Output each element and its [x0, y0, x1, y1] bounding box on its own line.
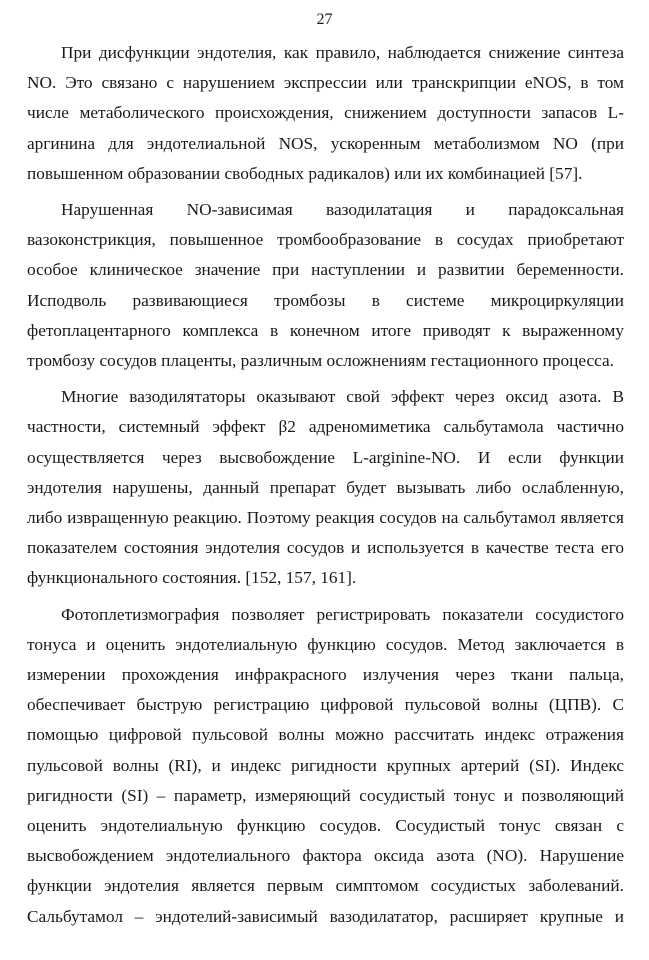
text-line: числе метаболического происхождения, снижением доступности запасов L-	[27, 103, 624, 123]
text-line: Сальбутамол – эндотелий-зависимый вазодилататор, расширяет крупные и	[27, 906, 624, 926]
text-line: эндотелия нарушены, данный препарат будет вызывать либо ослабленную,	[27, 477, 624, 497]
text-line: Исподволь развивающиеся тромбозы в системе микроциркуляции	[27, 290, 624, 310]
text-line: особое клиническое значение при наступлении и развитии беременности.	[27, 260, 624, 280]
text-line: пульсовой волны (RI), и индекс ригидности крупных артерий (SI). Индекс	[27, 755, 624, 775]
text-line: осуществляется через высвобождение L-arginine-NO. И если функции	[27, 447, 624, 467]
text-line: обеспечивает быструю регистрацию цифровой пульсовой волны (ЦПВ). С	[27, 695, 624, 715]
text-line: ригидности (SI) – параметр, измеряющий сосудистый тонус и позволяющий	[27, 785, 624, 805]
text-line: вазоконстрикция, повышенное тромбообразование в сосудах приобретают	[27, 230, 624, 250]
body-text	[27, 38, 624, 938]
text-line: тромбозу сосудов плаценты, различным осложнениям гестационного процесса.	[27, 351, 614, 371]
text-line: фетоплацентарного комплекса в конечном итоге приводят к выраженному	[27, 320, 624, 340]
text-line: оценить эндотелиальную функцию сосудов. Сосудистый тонус связан с	[27, 816, 624, 836]
text-line: либо извращенную реакцию. Поэтому реакция сосудов на сальбутамол является	[27, 508, 624, 528]
text-line: помощью цифровой пульсовой волны можно рассчитать индекс отражения	[27, 725, 624, 745]
text-line: повышенном образовании свободных радикалов) или их комбинацией [57].	[27, 163, 583, 183]
text-line: частности, системный эффект β2 адреномиметика сальбутамола частично	[27, 417, 624, 437]
text-line: высвобождением эндотелиального фактора оксида азота (NO). Нарушение	[27, 846, 624, 866]
page-number: 27	[316, 11, 333, 28]
text-line: функционального состояния. [152, 157, 161].	[27, 568, 357, 588]
text-line: При дисфункции эндотелия, как правило, наблюдается снижение синтеза	[61, 43, 624, 62]
paragraph-endothelial-dysfunction	[27, 38, 624, 189]
paragraph-salbutamol-test	[27, 382, 624, 593]
text-line: Нарушенная NO-зависимая вазодилатация и парадоксальная	[61, 200, 624, 220]
paragraph-vasodilation-pregnancy	[27, 195, 624, 376]
text-line: Многие вазодилятаторы оказывают свой эффект через оксид азота. В	[61, 387, 624, 407]
text-line: функции эндотелия является первым симптомом сосудистых заболеваний.	[27, 876, 624, 896]
text-line: Фотоплетизмография позволяет регистрировать показатели сосудистого	[61, 604, 624, 624]
paragraph-photoplethysmography	[27, 600, 624, 932]
text-line: тонуса и оценить эндотелиальную функцию сосудов. Метод заключается в	[27, 634, 624, 654]
text-line: аргинина для эндотелиальной NOS, ускоренным метаболизмом NO (при	[27, 133, 624, 153]
text-line: NO. Это связано с нарушением экспрессии или транскрипции eNOS, в том	[27, 73, 624, 93]
text-line: показателем состояния эндотелия сосудов и используется в качестве теста его	[27, 538, 624, 558]
text-line: измерении прохождения инфракрасного излучения через ткани пальца,	[27, 665, 624, 685]
